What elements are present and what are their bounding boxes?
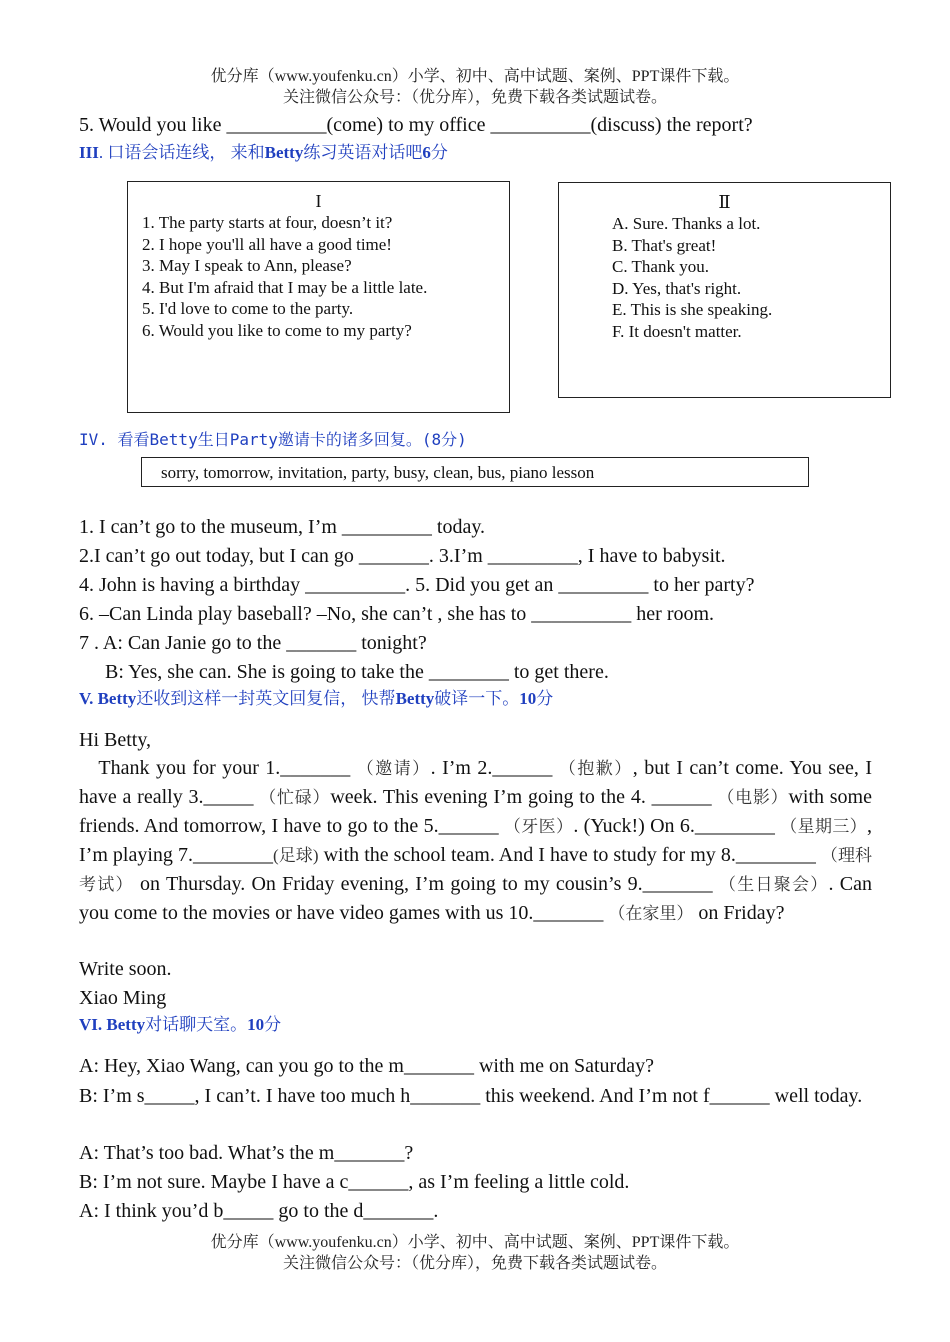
page-header-line2: 关注微信公众号：（优分库），免费下载各类试题试卷。 [282, 89, 667, 106]
section-5-unit: 分 [536, 689, 554, 708]
section-3-title-b: 练习英语对话吧 [303, 143, 423, 162]
section-5-score: 10 [519, 689, 537, 708]
dialogue-line: B: I’m s_____, I can’t. I have too much h_______ this weekend. And I’m not f______ well today. [79, 1085, 863, 1107]
section-5-number: V. [79, 689, 94, 708]
column-2-item: E. This is she speaking. [612, 300, 773, 319]
match-box-column-2 [558, 182, 891, 398]
section-6-title-text: 对话聊天室。 [145, 1015, 248, 1034]
column-2-item: C. Thank you. [612, 257, 709, 276]
match-box-column-1 [127, 181, 510, 413]
section-3-title [79, 142, 448, 164]
letter-text: week. This evening I’m going to the 4. ______ [330, 786, 718, 808]
column-1-item: 1. The party starts at four, doesn’t it? [142, 213, 393, 232]
letter-text: on Friday? [693, 902, 785, 924]
letter-text: , but I can’t come. You see, I have a really 3._____ [79, 757, 872, 808]
letter-text: , I’m playing 7.________ [79, 815, 873, 866]
section-6-unit: 分 [264, 1015, 282, 1034]
letter-text: with the school team. And I have to study for my 8.________ [318, 844, 821, 866]
dialogue-line: A: Hey, Xiao Wang, can you go to the m_______ with me on Saturday? [79, 1055, 654, 1077]
letter-signature: Xiao Ming [79, 987, 167, 1009]
question-5: 5. Would you like __________(come) to my office __________(discuss) the report? [79, 114, 753, 136]
chinese-hint: (足球) [273, 846, 319, 865]
section-5-title-a: 还收到这样一封英文回复信， 快帮 [136, 689, 396, 708]
chinese-hint: （星期三） [780, 817, 868, 836]
chinese-hint: （牙医） [503, 817, 574, 836]
section-5-name-2: Betty [395, 689, 435, 708]
column-1-item: 6. Would you like to come to my party? [142, 320, 412, 340]
section-5-name: Betty [97, 689, 137, 708]
column-2-item: B. That's great! [612, 235, 717, 255]
column-1-title: I [315, 191, 322, 211]
column-1-item: 5. I'd love to come to the party. [142, 299, 354, 318]
chinese-hint: （抱歉） [558, 759, 633, 778]
letter-text: Thank you for your 1._______ [79, 757, 357, 779]
column-2-item: A. Sure. Thanks a lot. [612, 214, 761, 233]
column-1-item: 3. May I speak to Ann, please? [142, 256, 352, 275]
chinese-hint: （在家里） [608, 904, 694, 923]
letter-text: . (Yuck!) On 6.________ [573, 815, 781, 837]
section-4-line: 1. I can’t go to the museum, I’m _________ today. [79, 516, 486, 538]
section-5-title [79, 688, 553, 710]
letter-body [79, 754, 872, 928]
page-footer-line2: 关注微信公众号：（优分库），免费下载各类试题试卷。 [282, 1255, 667, 1272]
section-4-line: 7 . A: Can Janie go to the _______ tonight? [79, 632, 427, 654]
chinese-hint: （电影） [717, 788, 789, 807]
word-bank-box [141, 457, 809, 487]
section-4-line: 2.I can’t go out today, but I can go _______. 3.I’m _________, I have to babysit. [79, 545, 726, 567]
dialogue-line: B: I’m not sure. Maybe I have a c______, as I’m feeling a little cold. [79, 1171, 630, 1193]
column-2-title: Ⅱ [718, 192, 731, 212]
column-2-item: F. It doesn't matter. [612, 321, 742, 341]
letter-text: . I’m 2.______ [430, 757, 559, 779]
section-6-title [79, 1014, 281, 1036]
section-3-name: Betty [264, 143, 304, 162]
dialogue-line: A: That’s too bad. What’s the m_______? [79, 1142, 414, 1164]
letter-text: on Thursday. On Friday evening, I’m going to my cousin’s 9._______ [133, 873, 719, 895]
word-bank: sorry, tomorrow, invitation, party, busy, clean, bus, piano lesson [161, 463, 595, 482]
chinese-hint: （生日聚会） [718, 875, 829, 894]
page-footer-line1: 优分库（www.youfenku.cn）小学、初中、高中试题、案例、PPT课件下载。 [210, 1234, 740, 1251]
section-5-title-b: 破译一下。 [434, 689, 520, 708]
chinese-hint: （邀请） [356, 759, 431, 778]
letter-closing: Write soon. [79, 958, 172, 980]
column-1-item: 2. I hope you'll all have a good time! [142, 234, 392, 254]
column-1-item: 4. But I'm afraid that I may be a little late. [142, 277, 428, 297]
column-2-item: D. Yes, that's right. [612, 278, 742, 298]
section-3-unit: 分 [430, 143, 448, 162]
letter-text: . Can you come to the movies or have video games with us 10._______ [79, 873, 873, 924]
chinese-hint: （忙碌） [259, 788, 331, 807]
dialogue-line: A: I think you’d b_____ go to the d_______. [79, 1200, 439, 1222]
letter-greeting: Hi Betty, [79, 729, 152, 751]
section-3-title-a: . 口语会话连线， 来和 [98, 143, 265, 162]
section-6-score: 10 [247, 1015, 265, 1034]
section-3-number: III [79, 143, 99, 162]
section-6-number: VI. [79, 1015, 103, 1034]
chinese-hint: （理科考试） [79, 846, 873, 894]
section-4-line: 4. John is having a birthday __________. 5. Did you get an _________ to her party? [79, 574, 755, 596]
page-header-line1: 优分库（www.youfenku.cn）小学、初中、高中试题、案例、PPT课件下载。 [210, 68, 740, 85]
section-6-name: Betty [106, 1015, 146, 1034]
letter-text: with some friends. And tomorrow, I have to go to the 5.______ [79, 786, 872, 837]
section-4-title: IV. 看看Betty生日Party邀请卡的诸多回复。(8分) [79, 430, 467, 449]
section-4-line: B: Yes, she can. She is going to take the ________ to get there. [105, 661, 609, 683]
section-3-score: 6 [422, 143, 431, 162]
section-4-line: 6. –Can Linda play baseball? –No, she can’t , she has to __________ her room. [79, 603, 715, 625]
